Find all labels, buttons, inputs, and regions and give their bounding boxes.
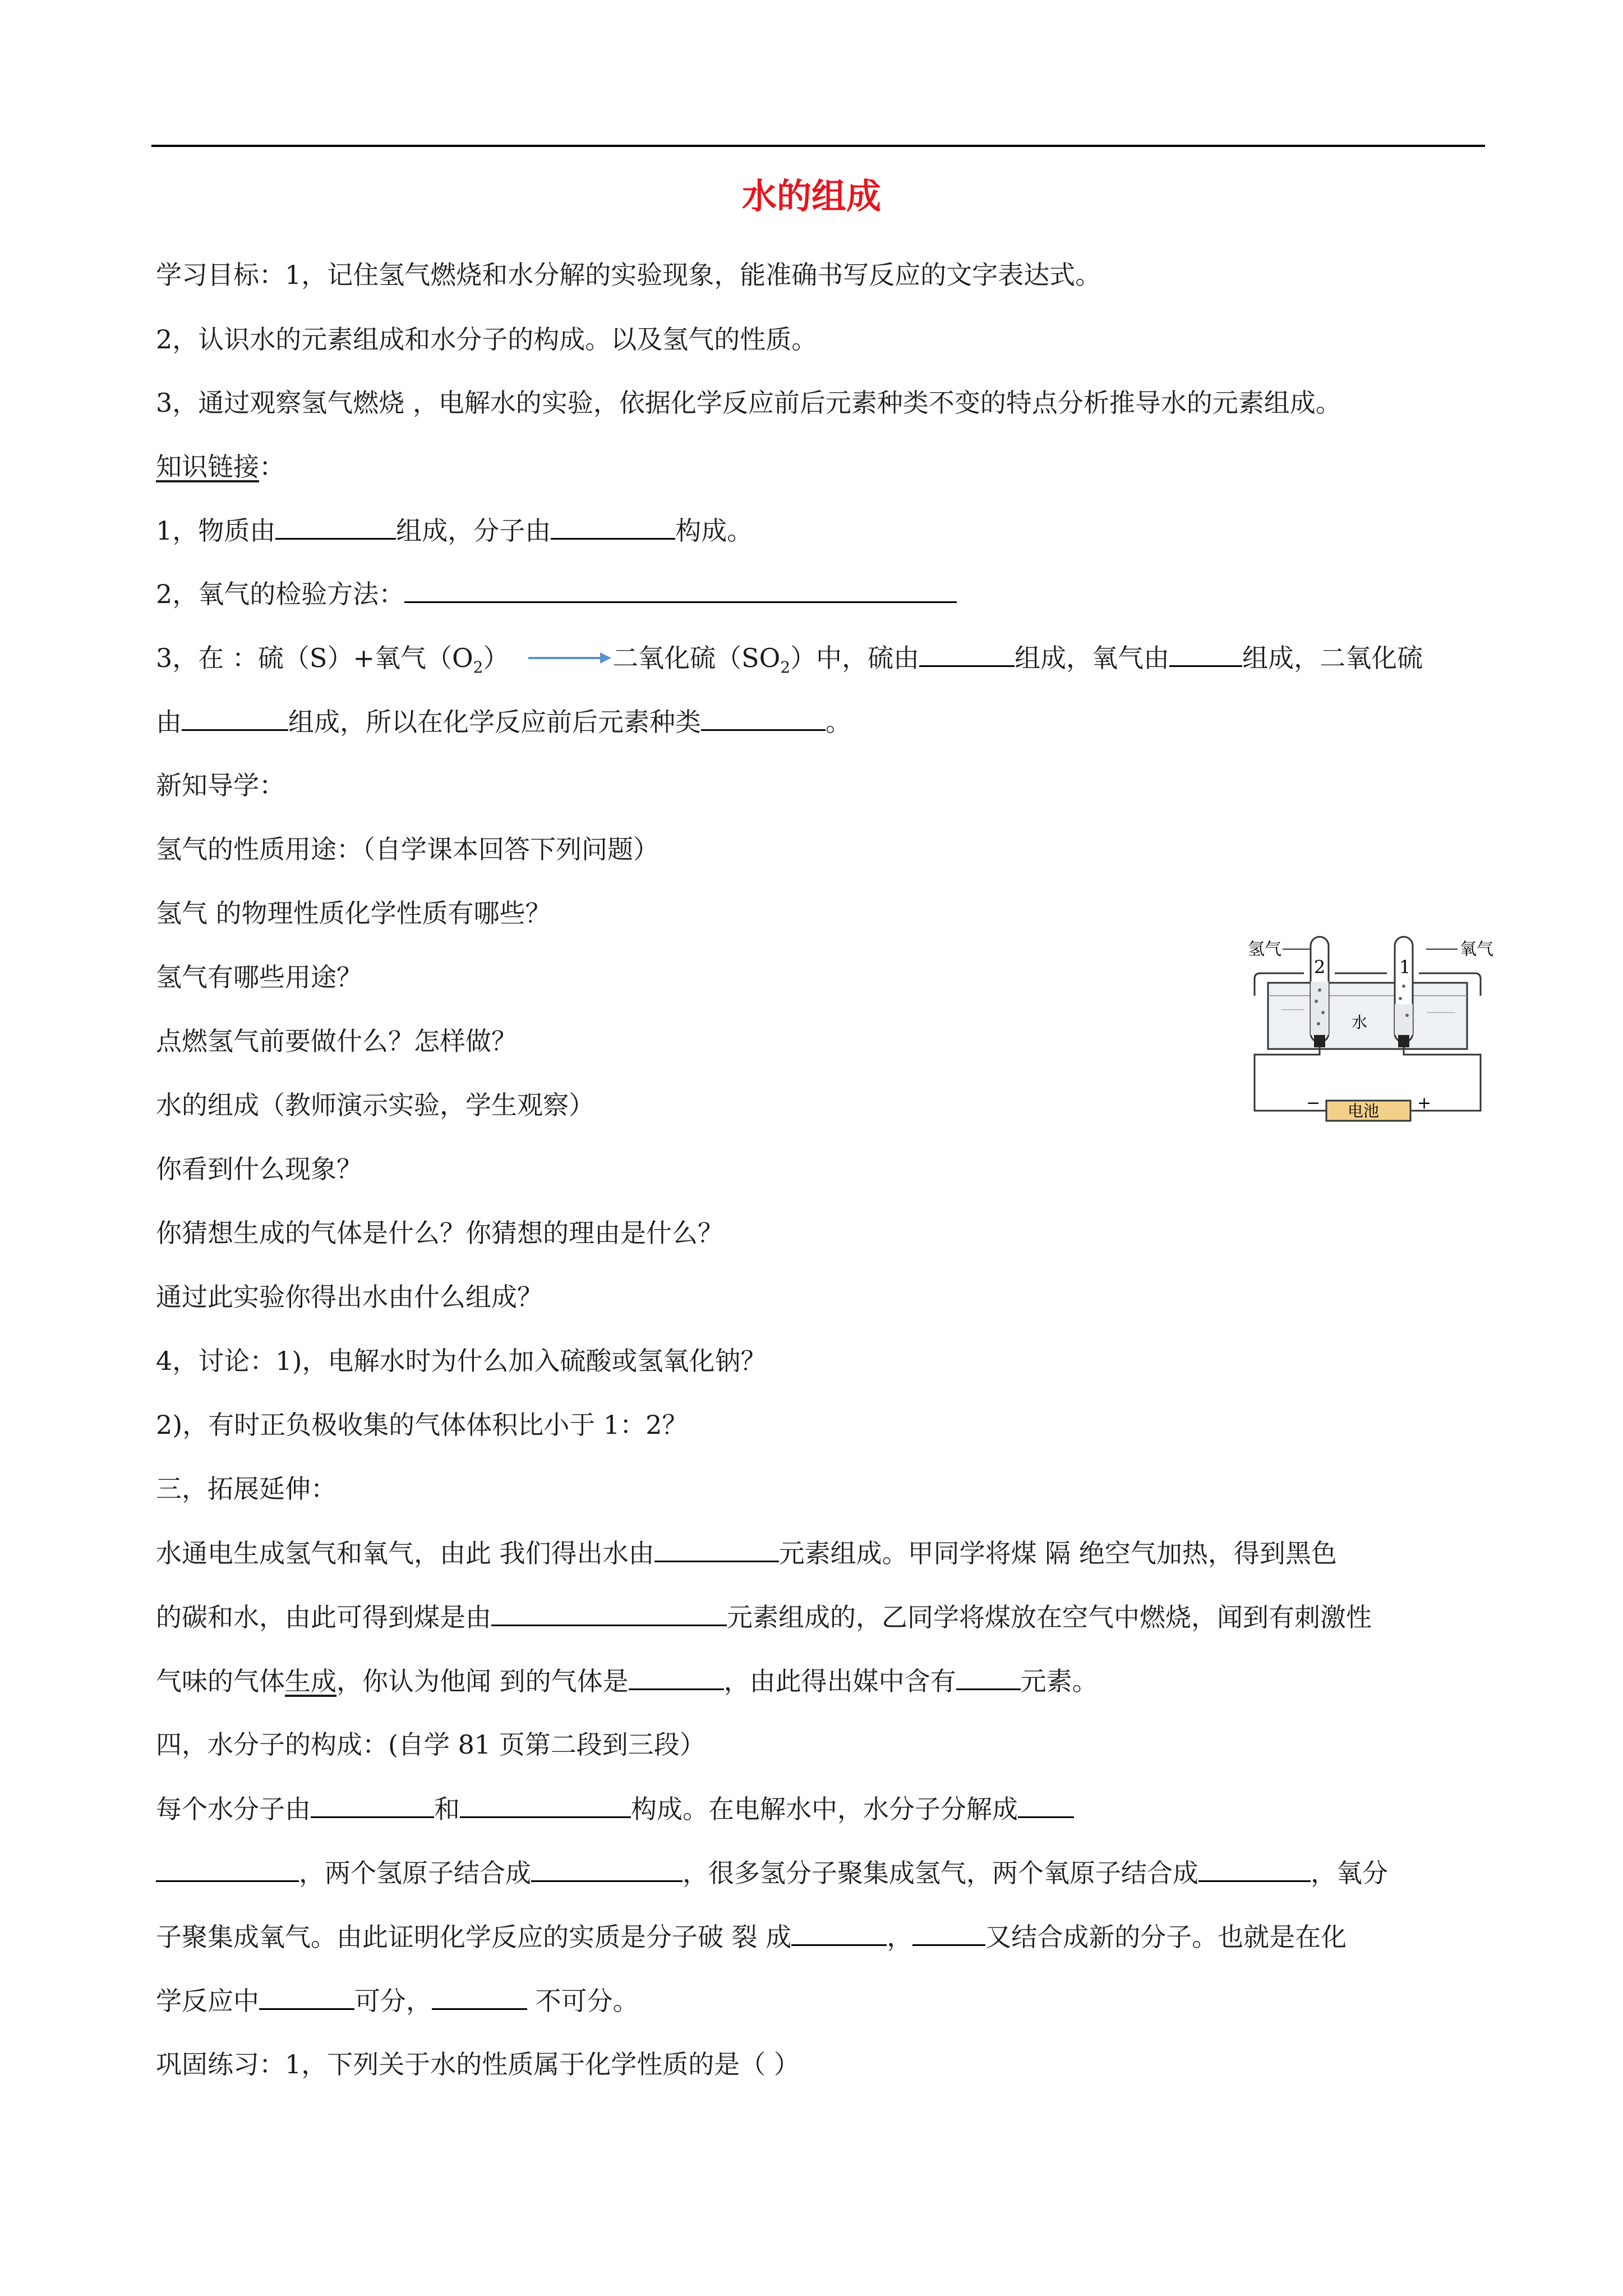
bubble	[1318, 988, 1321, 992]
water-tank	[1268, 983, 1467, 1049]
mol-m1-b: 和	[434, 1794, 460, 1824]
blank[interactable]	[1018, 1792, 1074, 1818]
mol-m4-c: 不可分。	[527, 1986, 639, 2016]
battery-label: 电池	[1348, 1102, 1380, 1120]
water-composition-heading: 水的组成（教师演示实验，学生观察）	[156, 1090, 594, 1120]
ext-p2-b: 元素组成的，乙同学将煤放在空气中燃烧，闻到有刺激性	[727, 1602, 1372, 1632]
link-q3	[156, 641, 1423, 684]
blank[interactable]	[531, 1856, 683, 1882]
link-q2-text: 2，氧气的检验方法：	[156, 579, 405, 609]
practice-question: 巩固练习：1，下列关于水的性质属于化学性质的是（ ）	[156, 2049, 800, 2079]
q-guess: 你猜想生成的气体是什么？你猜想的理由是什么？	[156, 1218, 723, 1248]
bubble	[1405, 1014, 1409, 1017]
mol-l1	[156, 1792, 1074, 1826]
plus-sign: +	[1417, 1093, 1432, 1113]
q-hydrogen-use: 氢气有哪些用途？	[156, 962, 362, 992]
mol-m2-c: ，氧分	[1311, 1858, 1388, 1888]
blank[interactable]	[432, 1984, 527, 2010]
blank[interactable]	[701, 705, 826, 731]
new-heading: 新知导学：	[156, 770, 285, 800]
blank[interactable]	[1198, 1856, 1311, 1882]
blank[interactable]	[460, 1792, 631, 1818]
blank[interactable]	[275, 513, 396, 540]
link-q3-e: 组成，氧气由	[1015, 643, 1170, 673]
q-hydrogen-properties: 氢气 的物理性质化学性质有哪些？	[156, 898, 551, 928]
ext-p1	[156, 1536, 1337, 1570]
mol-m1-c: 构成。在电解水中，水分子分解成	[631, 1794, 1018, 1824]
ext-p2	[156, 1600, 1372, 1634]
discussion-2: 2)，有时正负极收集的气体体积比小于 1：2？	[156, 1410, 688, 1440]
goal-3: 3，通过观察氢气燃烧 ，电解水的实验，依据化学反应前后元素种类不变的特点分析推导水的元素组成。	[156, 388, 1341, 418]
subscript: 2	[473, 658, 483, 677]
link-heading-text: 知识链接	[156, 452, 259, 482]
blank[interactable]	[912, 1920, 985, 1946]
minus-sign: −	[1306, 1093, 1321, 1113]
blank[interactable]	[629, 1664, 724, 1690]
link-q1-a: 1，物质由	[156, 516, 276, 546]
goal-1: 学习目标：1，记住氢气燃烧和水分解的实验现象，能准确书写反应的文字表达式。	[156, 260, 1101, 290]
ext-p1-a: 水通电生成氢气和氧气，由此 我们得出水由	[156, 1538, 654, 1568]
mol-heading: 四，水分子的构成：(自学 81 页第二段到三段）	[156, 1729, 706, 1760]
link-q2	[156, 577, 957, 611]
q-conclusion: 通过此实验你得出水由什么组成？	[156, 1282, 543, 1312]
wire-positive	[1404, 1047, 1481, 1111]
ext-p3-a: 气味的气体	[156, 1666, 285, 1696]
label-hydrogen: 氢气	[1248, 940, 1281, 959]
q-ignite: 点燃氢气前要做什么？怎样做？	[156, 1026, 517, 1056]
ext-p3	[156, 1664, 1098, 1698]
mol-m1-a: 每个水分子由	[156, 1794, 311, 1824]
mol-m4-b: 可分，	[354, 1986, 432, 2016]
link-q3-d: ）中，硫由	[790, 643, 920, 673]
ext-p3-b: ，你认为他闻 到的气体是	[336, 1666, 629, 1696]
link-q3-b: ）	[483, 643, 509, 673]
link-heading-colon: ：	[259, 452, 285, 482]
link-q3-f: 组成，二氧化硫	[1242, 643, 1423, 673]
ext-heading: 三，拓展延伸：	[156, 1474, 336, 1504]
blank[interactable]	[156, 1856, 299, 1882]
mol-l4	[156, 1984, 639, 2018]
blank[interactable]	[182, 705, 288, 731]
bubble	[1399, 997, 1402, 1000]
mol-m3-c: 又结合成新的分子。也就是在化	[985, 1922, 1347, 1952]
link-q3-h: 组成，所以在化学反应前后元素种类	[288, 707, 701, 737]
label-oxygen: 氧气	[1460, 940, 1493, 959]
mol-l3	[156, 1920, 1347, 1954]
mol-m3-a: 子聚集成氧气。由此证明化学反应的实质是分子破 裂 成	[156, 1922, 792, 1952]
blank[interactable]	[919, 641, 1015, 667]
electrode-right	[1398, 1035, 1409, 1047]
link-q3-a: 3，在 ：硫（S）+氧气（O	[156, 643, 473, 673]
mol-m2-b: ，很多氢分子聚集成氢气，两个氧原子结合成	[683, 1858, 1198, 1888]
link-heading	[156, 450, 285, 484]
goal-2: 2，认识水的元素组成和水分子的构成。以及氢气的性质。	[156, 324, 818, 355]
bubble	[1315, 1000, 1318, 1003]
ext-p3-d: 元素。	[1020, 1666, 1098, 1696]
mol-m2-a: ，两个氢原子结合成	[299, 1858, 531, 1888]
discussion-1: 4，讨论：1)，电解水时为什么加入硫酸或氢氧化钠？	[156, 1346, 767, 1376]
blank[interactable]	[1169, 641, 1242, 667]
tube-right-number: 1	[1399, 956, 1411, 978]
link-q1	[156, 513, 753, 547]
blank[interactable]	[311, 1792, 434, 1818]
link-q1-c: 构成。	[675, 516, 753, 546]
bubble	[1321, 1011, 1325, 1014]
header-rule	[151, 145, 1485, 147]
mol-m3-b: ，	[887, 1922, 913, 1952]
blank[interactable]	[551, 513, 675, 540]
mol-m4-a: 学反应中	[156, 1986, 259, 2016]
tube-left-number: 2	[1314, 956, 1326, 978]
subscript: 2	[780, 658, 791, 677]
reaction-arrow-icon	[517, 649, 612, 671]
blank[interactable]	[259, 1984, 354, 2010]
q-phenomenon: 你看到什么现象？	[156, 1154, 362, 1184]
water-label: 水	[1352, 1013, 1368, 1032]
ext-p1-b: 元素组成。甲同学将煤 隔 绝空气加热，得到黑色	[778, 1538, 1337, 1568]
ext-p3-underline: 生成	[285, 1666, 336, 1696]
bubble	[1317, 1022, 1320, 1025]
blank[interactable]	[491, 1600, 727, 1626]
bubble	[1402, 984, 1405, 988]
electrolysis-diagram	[1248, 920, 1495, 1144]
link-q3-i: 。	[826, 707, 851, 737]
blank[interactable]	[791, 1920, 887, 1946]
ext-p2-a: 的碳和水，由此可得到煤是由	[156, 1602, 491, 1632]
hydrogen-use-heading: 氢气的性质用途：（自学课本回答下列问题）	[156, 834, 659, 864]
blank[interactable]	[654, 1536, 779, 1562]
electrode-left	[1314, 1035, 1325, 1047]
tube-right-liquid	[1395, 1004, 1413, 1035]
link-q3-c: 二氧化硫（SO	[612, 643, 781, 673]
ext-p3-c: ，由此得出媒中含有	[723, 1666, 956, 1696]
mol-l2	[156, 1856, 1388, 1890]
blank[interactable]	[956, 1664, 1021, 1690]
page-title: 水的组成	[741, 176, 881, 217]
blank[interactable]	[404, 577, 957, 603]
link-q1-b: 组成，分子由	[396, 516, 551, 546]
link-q3-cont	[156, 705, 851, 739]
link-q3-g: 由	[156, 707, 182, 737]
